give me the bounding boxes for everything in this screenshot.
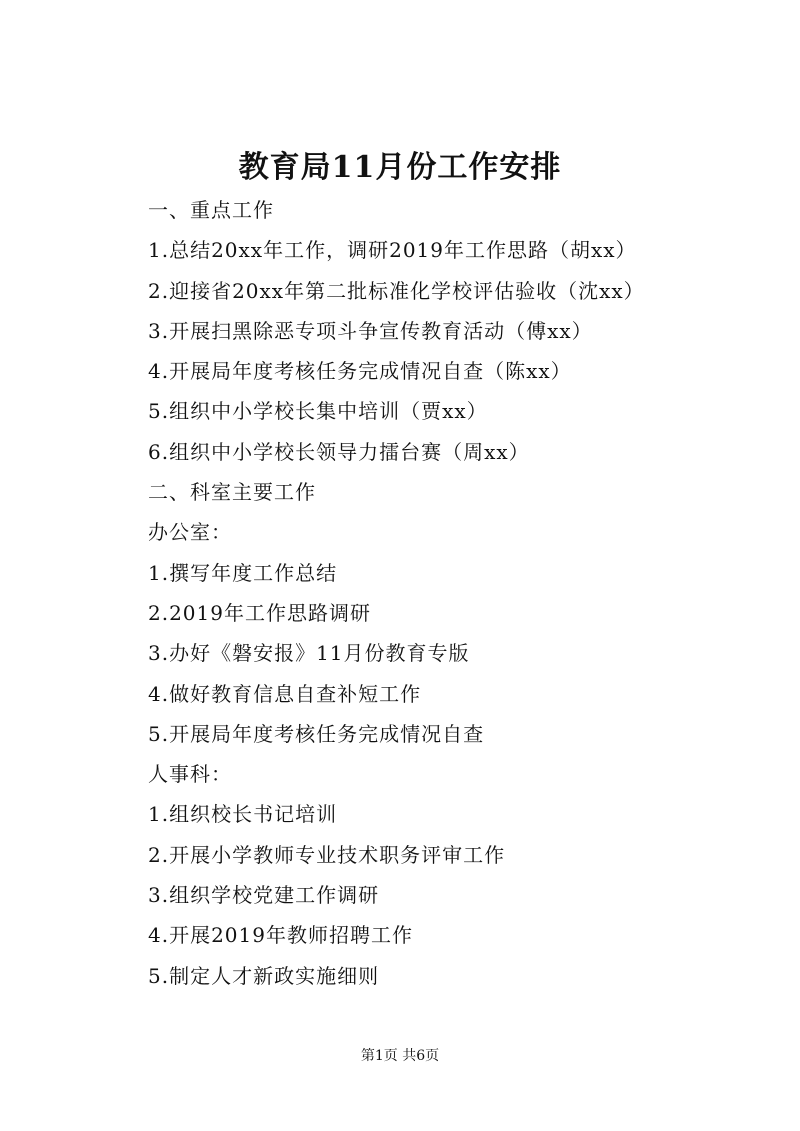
section-heading-key-work: 一、重点工作: [148, 198, 274, 222]
list-item: 3.开展扫黑除恶专项斗争宣传教育活动（傅xx）: [148, 318, 593, 343]
subsection-heading-personnel: 人事科：: [148, 762, 232, 787]
list-item: 2.2019年工作思路调研: [148, 600, 371, 625]
page-footer: 第1页 共6页: [360, 1048, 440, 1064]
list-item: 1.撰写年度工作总结: [148, 560, 338, 585]
list-item: 4.开展2019年教师招聘工作: [148, 923, 413, 948]
list-item: 1.总结20xx年工作，调研2019年工作思路（胡xx）: [148, 238, 637, 263]
subsection-heading-office: 办公室：: [148, 520, 232, 545]
list-item: 6.组织中小学校长领导力擂台赛（周xx）: [148, 439, 530, 464]
list-item: 2.开展小学教师专业技术职务评审工作: [148, 842, 506, 867]
list-item: 3.办好《磐安报》11月份教育专版: [148, 641, 470, 666]
list-item: 2.迎接省20xx年第二批标准化学校评估验收（沈xx）: [148, 278, 645, 303]
page-title: 教育局11月份工作安排: [238, 150, 562, 185]
list-item: 4.做好教育信息自查补短工作: [148, 681, 422, 706]
list-item: 4.开展局年度考核任务完成情况自查（陈xx）: [148, 359, 572, 384]
list-item: 3.组织学校党建工作调研: [148, 883, 380, 908]
list-item: 5.开展局年度考核任务完成情况自查: [148, 721, 485, 746]
list-item: 1.组织校长书记培训: [148, 802, 338, 827]
section-heading-department-work: 二、科室主要工作: [148, 480, 316, 505]
list-item: 5.制定人才新政实施细则: [148, 963, 380, 988]
document-body: [148, 190, 748, 996]
list-item: 5.组织中小学校长集中培训（贾xx）: [148, 399, 488, 424]
